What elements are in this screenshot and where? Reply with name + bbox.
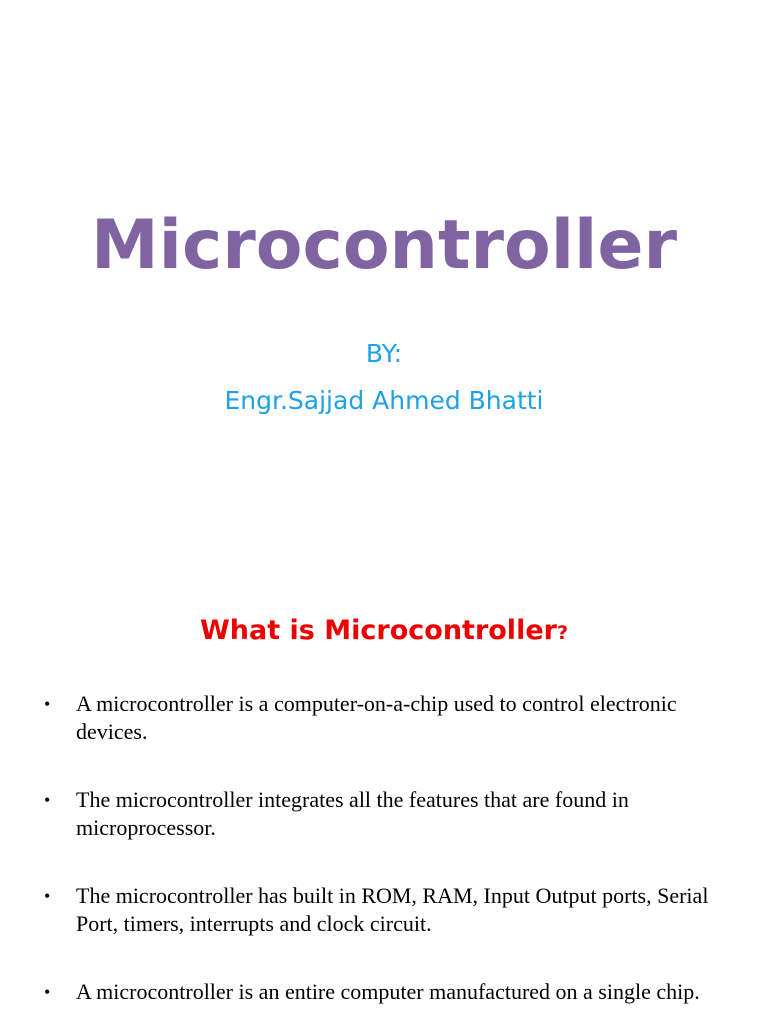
bullet-text: The microcontroller has built in ROM, RAM, Input Output ports, Serial Port, timers, interrupts and clock circuit. <box>76 883 709 936</box>
bullet-text: The microcontroller integrates all the features that are found in microprocessor. <box>76 787 629 840</box>
bullet-text: A microcontroller is a computer-on-a-chip used to control electronic devices. <box>76 691 677 744</box>
bullet-list <box>0 690 768 1024</box>
bullet-item <box>0 786 768 842</box>
bullet-dot-icon: • <box>44 886 51 906</box>
heading-text: What is Microcontroller <box>200 615 557 646</box>
content-slide <box>0 576 768 1024</box>
author-name: Engr.Sajjad Ahmed Bhatti <box>224 386 544 415</box>
heading-question-mark: ? <box>556 622 568 644</box>
bullet-item <box>0 882 768 938</box>
by-label: BY: <box>365 339 403 368</box>
bullet-dot-icon: • <box>44 694 51 714</box>
bullet-dot-icon: • <box>44 982 51 1002</box>
bullet-item <box>0 690 768 746</box>
bullet-text: A microcontroller is an entire computer manufactured on a single chip. <box>76 979 700 1004</box>
slide-heading <box>0 612 768 652</box>
slide-title: Microcontroller <box>90 206 677 285</box>
bullet-item <box>0 978 768 1006</box>
bullet-dot-icon: • <box>44 790 51 810</box>
